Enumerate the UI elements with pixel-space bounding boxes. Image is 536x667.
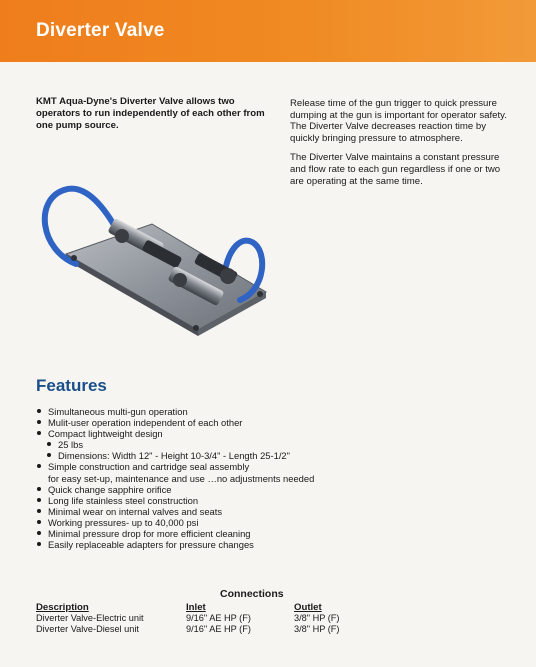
table-header-row <box>36 601 374 613</box>
feature-text: Minimal pressure drop for more efficient cleaning <box>48 528 251 540</box>
feature-text: Long life stainless steel construction <box>48 494 199 506</box>
page-title: Diverter Valve <box>36 20 165 41</box>
feature-item <box>36 528 516 539</box>
feature-text: Dimensions: Width 12" - Height 10-3/4" - Length 25-1/2" <box>58 450 290 462</box>
cell-inlet: 9/16" AE HP (F) <box>186 613 251 623</box>
column-header-description: Description <box>36 601 89 613</box>
bullet-icon <box>37 498 41 502</box>
cell-inlet: 9/16" AE HP (F) <box>186 624 251 634</box>
table-row <box>36 613 374 624</box>
feature-text: Quick change sapphire orifice <box>48 483 172 495</box>
intro-summary: KMT Aqua-Dyne's Diverter Valve allows two operators to run independently of each other from one pump source. <box>36 96 265 131</box>
feature-item <box>36 517 516 528</box>
feature-text: Simple construction and cartridge seal assembly <box>48 461 250 473</box>
feature-item <box>36 461 516 483</box>
feature-text: Simultaneous multi-gun operation <box>48 406 188 417</box>
bullet-icon <box>37 464 41 468</box>
feature-text: Compact lightweight design <box>48 428 163 440</box>
bullet-icon <box>37 431 41 435</box>
feature-item <box>36 406 516 417</box>
features-heading: Features <box>36 376 107 395</box>
feature-text: Working pressures- up to 40,000 psi <box>48 516 199 528</box>
bullet-icon <box>37 420 41 424</box>
column-header-inlet: Inlet <box>186 601 206 613</box>
feature-text: Easily replaceable adapters for pressure changes <box>48 539 254 551</box>
features-list <box>36 406 516 550</box>
bullet-icon <box>37 487 41 491</box>
intro-paragraph: Release time of the gun trigger to quick pressure dumping at the gun is important for operator safety. The Diverter Valve decreases reaction time by quickly bringing pressure to atmosphere. <box>290 98 507 144</box>
diverter-valve-photo <box>30 180 288 348</box>
cell-outlet: 3/8" HP (F) <box>294 613 340 623</box>
feature-item <box>36 495 516 506</box>
feature-subitem <box>36 439 516 450</box>
page-body <box>0 62 536 667</box>
bullet-icon <box>37 409 41 413</box>
feature-text: 25 lbs <box>58 439 84 451</box>
bullet-icon <box>37 542 41 546</box>
feature-subitem <box>36 450 516 461</box>
feature-item <box>36 484 516 495</box>
feature-item <box>36 417 516 428</box>
bullet-icon <box>47 442 51 446</box>
intro-details <box>290 98 516 195</box>
feature-text-continuation: for easy set-up, maintenance and use …no adjustments needed <box>48 472 315 484</box>
feature-text: Minimal wear on internal valves and seats <box>48 505 223 517</box>
cell-description: Diverter Valve-Diesel unit <box>36 624 139 634</box>
feature-text: Mulit-user operation independent of each other <box>48 417 243 429</box>
bullet-icon <box>37 509 41 513</box>
bullet-icon <box>37 520 41 524</box>
column-header-outlet: Outlet <box>294 601 322 613</box>
feature-item <box>36 539 516 550</box>
connections-table <box>36 601 374 635</box>
title-banner <box>0 0 536 62</box>
feature-item <box>36 428 516 439</box>
feature-item <box>36 506 516 517</box>
bullet-icon <box>37 531 41 535</box>
bullet-icon <box>47 453 51 457</box>
connections-heading: Connections <box>220 588 284 600</box>
table-row <box>36 624 374 635</box>
cell-description: Diverter Valve-Electric unit <box>36 613 144 623</box>
cell-outlet: 3/8" HP (F) <box>294 624 340 634</box>
intro-paragraph: The Diverter Valve maintains a constant pressure and flow rate to each gun regardless if one or two are operating at the same time. <box>290 152 501 187</box>
